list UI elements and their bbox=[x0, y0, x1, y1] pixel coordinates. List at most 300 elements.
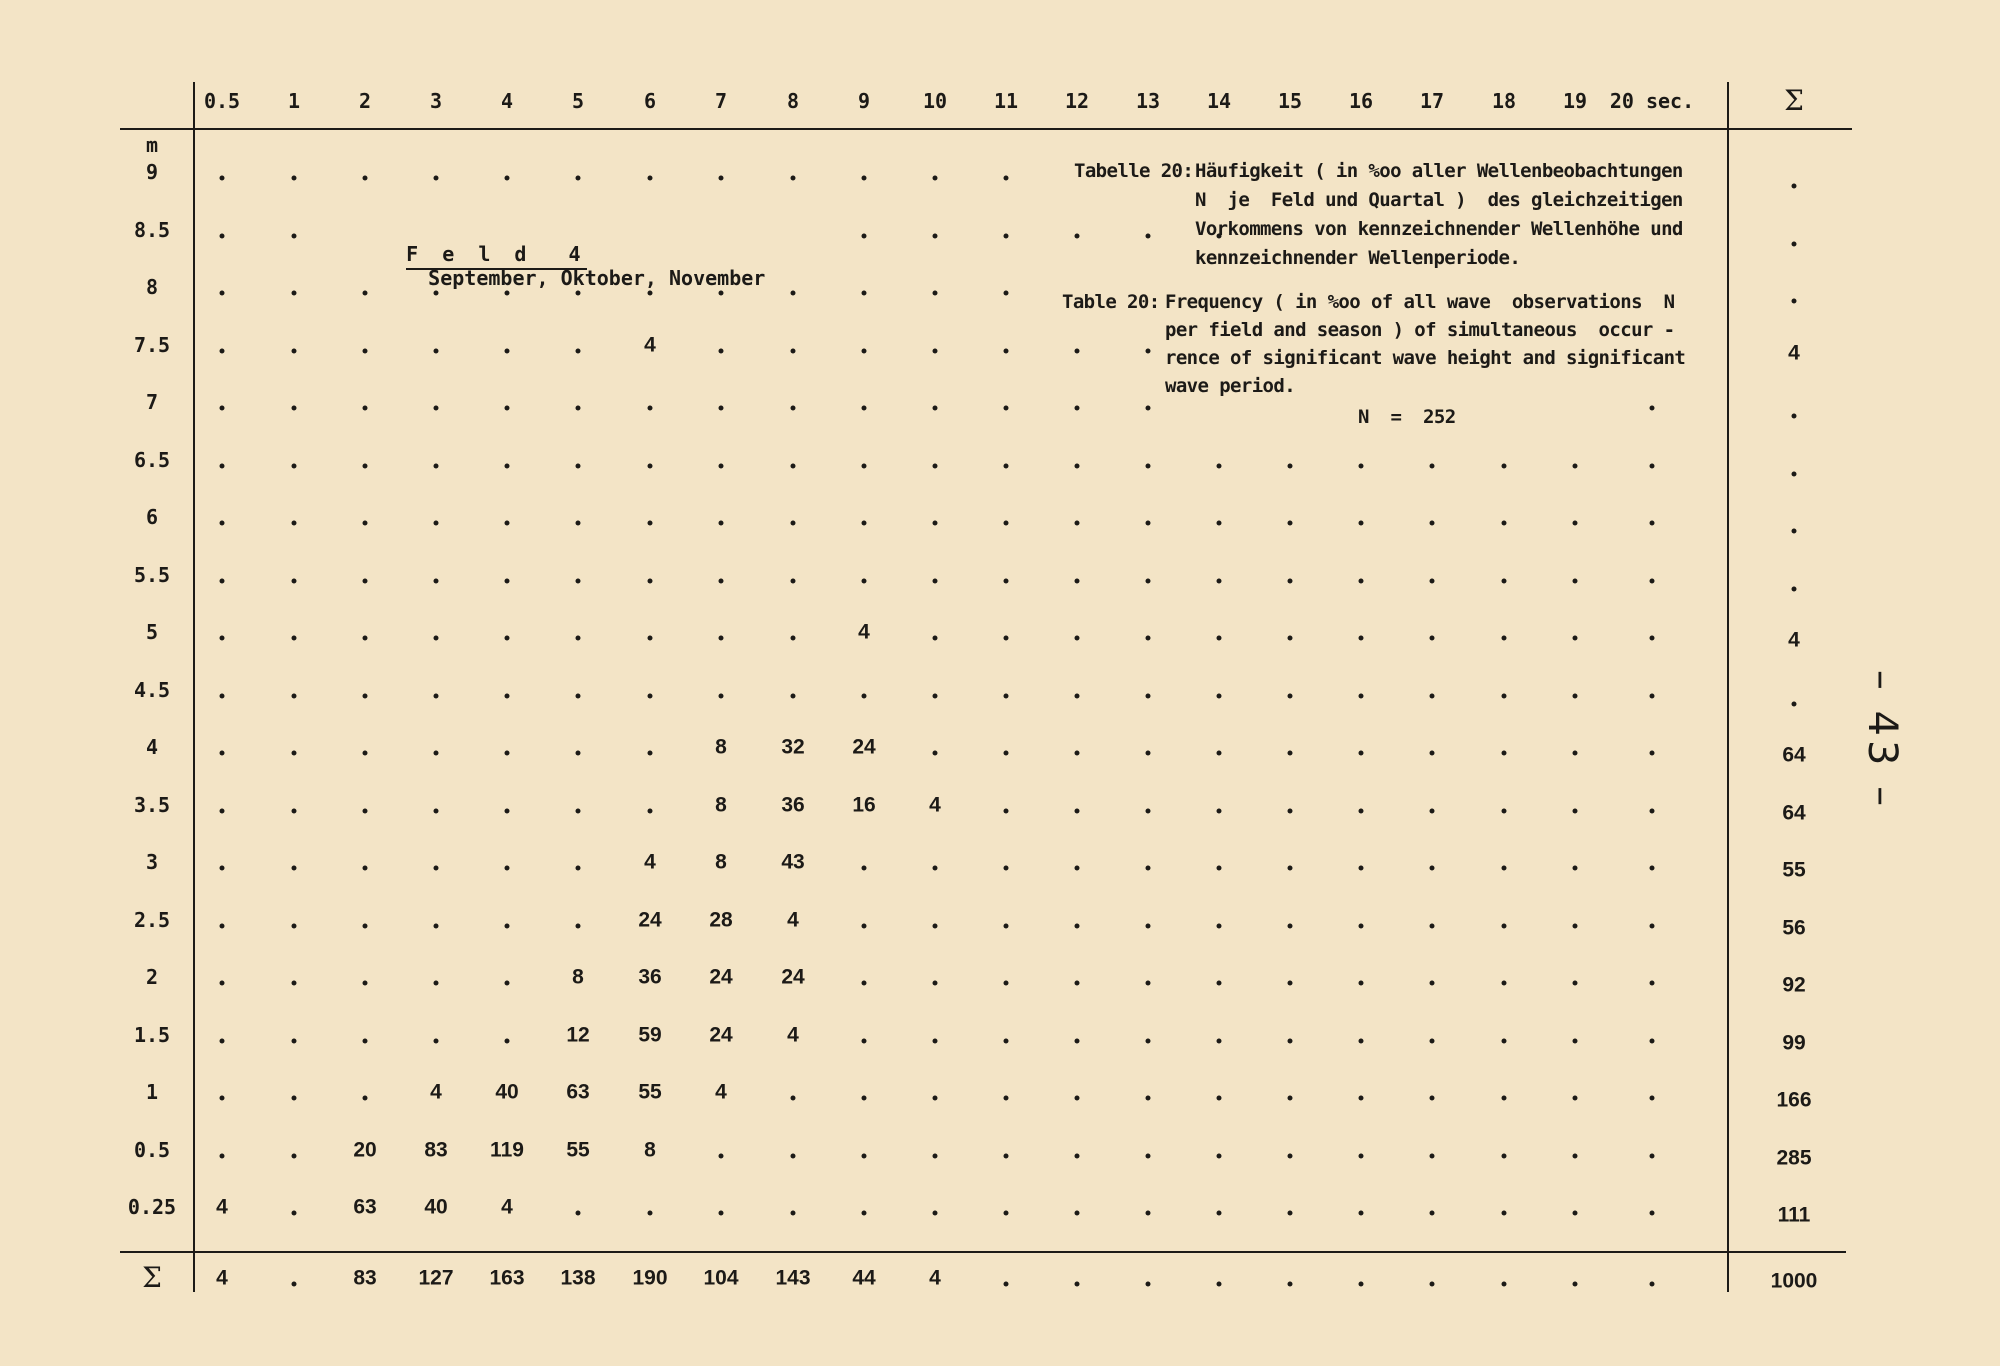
caption-de-label: Tabelle 20: bbox=[1074, 160, 1194, 182]
cell-r10-c0-empty-dot bbox=[220, 751, 225, 756]
cell-r7-c1-empty-dot bbox=[292, 578, 297, 583]
cell-r2-c1-empty-dot bbox=[292, 291, 297, 296]
cell-r13-c9-empty-dot bbox=[862, 923, 867, 928]
cell-r14-c18-empty-dot bbox=[1502, 981, 1507, 986]
cell-r0-c2-empty-dot bbox=[363, 176, 368, 181]
cell-r9-c5-empty-dot bbox=[576, 693, 581, 698]
cell-r7-c13-empty-dot bbox=[1146, 578, 1151, 583]
cell-r9-c14-empty-dot bbox=[1217, 693, 1222, 698]
cell-r0-c4-empty-dot bbox=[505, 176, 510, 181]
total-c2: 83 bbox=[353, 1266, 377, 1290]
cell-r17-c7-empty-dot bbox=[719, 1153, 724, 1158]
height-label-9: 4.5 bbox=[133, 677, 171, 702]
sum-column-rule bbox=[1727, 82, 1729, 1292]
cell-r3-c7-empty-dot bbox=[719, 348, 724, 353]
total-c16-empty-dot bbox=[1359, 1282, 1364, 1287]
cell-r16-c5: 63 bbox=[566, 1080, 590, 1104]
cell-r16-c19-empty-dot bbox=[1573, 1096, 1578, 1101]
cell-r10-c5-empty-dot bbox=[576, 751, 581, 756]
cell-r12-c6: 4 bbox=[644, 850, 656, 874]
cell-r14-c19-empty-dot bbox=[1573, 981, 1578, 986]
cell-r0-c0-empty-dot bbox=[220, 176, 225, 181]
cell-r2-c9-empty-dot bbox=[862, 291, 867, 296]
cell-r4-c6-empty-dot bbox=[648, 406, 653, 411]
cell-r12-c2-empty-dot bbox=[363, 866, 368, 871]
cell-r14-c17-empty-dot bbox=[1430, 981, 1435, 986]
cell-r9-c17-empty-dot bbox=[1430, 693, 1435, 698]
cell-r11-c12-empty-dot bbox=[1075, 808, 1080, 813]
cell-r5-c6-empty-dot bbox=[648, 463, 653, 468]
row-sum-17: 285 bbox=[1776, 1146, 1812, 1169]
cell-r7-c12-empty-dot bbox=[1075, 578, 1080, 583]
cell-r16-c15-empty-dot bbox=[1288, 1096, 1293, 1101]
cell-r14-c0-empty-dot bbox=[220, 981, 225, 986]
cell-r13-c18-empty-dot bbox=[1502, 923, 1507, 928]
total-c19-empty-dot bbox=[1573, 1282, 1578, 1287]
period-header-1: 1 bbox=[287, 89, 301, 113]
cell-r3-c12-empty-dot bbox=[1075, 348, 1080, 353]
cell-r3-c4-empty-dot bbox=[505, 348, 510, 353]
cell-r11-c7: 8 bbox=[715, 793, 727, 816]
cell-r12-c14-empty-dot bbox=[1217, 866, 1222, 871]
cell-r6-c4-empty-dot bbox=[505, 521, 510, 526]
row-sum-3: 4 bbox=[1788, 341, 1800, 364]
cell-r8-c17-empty-dot bbox=[1430, 636, 1435, 641]
cell-r4-c2-empty-dot bbox=[363, 406, 368, 411]
cell-r14-c14-empty-dot bbox=[1217, 981, 1222, 986]
total-c7: 104 bbox=[703, 1266, 739, 1290]
height-label-8: 5 bbox=[145, 620, 159, 644]
cell-r9-c4-empty-dot bbox=[505, 693, 510, 698]
cell-r15-c13-empty-dot bbox=[1146, 1038, 1151, 1043]
row-sum-11: 64 bbox=[1782, 801, 1806, 824]
cell-r6-c6-empty-dot bbox=[648, 521, 653, 526]
cell-r9-c6-empty-dot bbox=[648, 693, 653, 698]
cell-r8-c7-empty-dot bbox=[719, 636, 724, 641]
cell-r13-c5-empty-dot bbox=[576, 923, 581, 928]
cell-r15-c20-empty-dot bbox=[1650, 1038, 1655, 1043]
total-c13-empty-dot bbox=[1146, 1282, 1151, 1287]
feld-title: F e l d 4 bbox=[406, 242, 586, 270]
row-sum-13: 56 bbox=[1782, 916, 1806, 939]
period-header-14: 14 bbox=[1206, 89, 1232, 113]
cell-r9-c11-empty-dot bbox=[1004, 693, 1009, 698]
cell-r8-c3-empty-dot bbox=[434, 636, 439, 641]
cell-r7-c15-empty-dot bbox=[1288, 578, 1293, 583]
page-number: – 43 – bbox=[1859, 669, 1905, 811]
cell-r16-c13-empty-dot bbox=[1146, 1096, 1151, 1101]
cell-r12-c4-empty-dot bbox=[505, 866, 510, 871]
cell-r10-c3-empty-dot bbox=[434, 751, 439, 756]
cell-r15-c15-empty-dot bbox=[1288, 1038, 1293, 1043]
height-unit: m bbox=[145, 133, 159, 157]
cell-r15-c16-empty-dot bbox=[1359, 1038, 1364, 1043]
cell-r11-c2-empty-dot bbox=[363, 808, 368, 813]
row-sum-16: 166 bbox=[1776, 1088, 1812, 1112]
cell-r18-c9-empty-dot bbox=[862, 1211, 867, 1216]
period-header-6: 6 bbox=[643, 89, 657, 113]
cell-r10-c7: 8 bbox=[715, 735, 727, 759]
cell-r16-c4: 40 bbox=[495, 1080, 519, 1104]
cell-r7-c11-empty-dot bbox=[1004, 578, 1009, 583]
row-sum-2-empty-dot bbox=[1792, 299, 1797, 304]
cell-r3-c3-empty-dot bbox=[434, 348, 439, 353]
cell-r6-c18-empty-dot bbox=[1502, 521, 1507, 526]
cell-r9-c12-empty-dot bbox=[1075, 693, 1080, 698]
feld-heading bbox=[358, 218, 765, 314]
height-label-5: 6.5 bbox=[133, 447, 171, 472]
cell-r14-c13-empty-dot bbox=[1146, 981, 1151, 986]
cell-r11-c8: 36 bbox=[781, 793, 805, 816]
cell-r10-c14-empty-dot bbox=[1217, 751, 1222, 756]
cell-r17-c17-empty-dot bbox=[1430, 1153, 1435, 1158]
cell-r7-c10-empty-dot bbox=[933, 578, 938, 583]
cell-r11-c20-empty-dot bbox=[1650, 808, 1655, 813]
cell-r0-c7-empty-dot bbox=[719, 176, 724, 181]
cell-r6-c5-empty-dot bbox=[576, 521, 581, 526]
cell-r4-c7-empty-dot bbox=[719, 406, 724, 411]
cell-r7-c4-empty-dot bbox=[505, 578, 510, 583]
cell-r18-c6-empty-dot bbox=[648, 1211, 653, 1216]
height-label-15: 1.5 bbox=[133, 1022, 171, 1047]
cell-r5-c14-empty-dot bbox=[1217, 463, 1222, 468]
cell-r10-c16-empty-dot bbox=[1359, 751, 1364, 756]
cell-r16-c18-empty-dot bbox=[1502, 1096, 1507, 1101]
row-sum-9-empty-dot bbox=[1792, 701, 1797, 706]
cell-r13-c7: 28 bbox=[709, 908, 733, 931]
cell-r17-c15-empty-dot bbox=[1288, 1153, 1293, 1158]
height-label-14: 2 bbox=[145, 965, 159, 989]
cell-r16-c0-empty-dot bbox=[220, 1096, 225, 1101]
cell-r17-c18-empty-dot bbox=[1502, 1153, 1507, 1158]
left-rule bbox=[193, 82, 195, 1292]
period-header-2: 2 bbox=[358, 89, 372, 113]
cell-r6-c11-empty-dot bbox=[1004, 521, 1009, 526]
caption-de-line-1: Häufigkeit ( in %oo aller Wellenbeobachtungen bbox=[1195, 160, 1683, 182]
cell-r6-c7-empty-dot bbox=[719, 521, 724, 526]
cell-r12-c11-empty-dot bbox=[1004, 866, 1009, 871]
cell-r1-c11-empty-dot bbox=[1004, 233, 1009, 238]
cell-r13-c13-empty-dot bbox=[1146, 923, 1151, 928]
period-header-15: 15 bbox=[1277, 89, 1303, 113]
cell-r14-c11-empty-dot bbox=[1004, 981, 1009, 986]
cell-r11-c9: 16 bbox=[852, 793, 876, 816]
cell-r3-c5-empty-dot bbox=[576, 348, 581, 353]
height-label-10: 4 bbox=[145, 735, 159, 759]
cell-r15-c18-empty-dot bbox=[1502, 1038, 1507, 1043]
cell-r2-c10-empty-dot bbox=[933, 291, 938, 296]
cell-r18-c13-empty-dot bbox=[1146, 1211, 1151, 1216]
cell-r15-c0-empty-dot bbox=[220, 1038, 225, 1043]
cell-r14-c2-empty-dot bbox=[363, 981, 368, 986]
cell-r7-c3-empty-dot bbox=[434, 578, 439, 583]
cell-r18-c5-empty-dot bbox=[576, 1211, 581, 1216]
cell-r8-c9: 4 bbox=[858, 620, 870, 644]
cell-r13-c8: 4 bbox=[787, 908, 799, 931]
cell-r11-c13-empty-dot bbox=[1146, 808, 1151, 813]
height-label-2: 8 bbox=[145, 275, 159, 299]
height-label-1: 8.5 bbox=[133, 217, 171, 242]
cell-r14-c12-empty-dot bbox=[1075, 981, 1080, 986]
total-c20-empty-dot bbox=[1650, 1282, 1655, 1287]
cell-r0-c5-empty-dot bbox=[576, 176, 581, 181]
cell-r9-c8-empty-dot bbox=[791, 693, 796, 698]
cell-r9-c16-empty-dot bbox=[1359, 693, 1364, 698]
cell-r7-c6-empty-dot bbox=[648, 578, 653, 583]
total-c5: 138 bbox=[560, 1266, 596, 1290]
period-header-9: 9 bbox=[857, 89, 871, 113]
cell-r18-c4: 4 bbox=[501, 1195, 513, 1219]
caption-en-line-1: Frequency ( in %oo of all wave observations N bbox=[1165, 291, 1675, 313]
cell-r5-c17-empty-dot bbox=[1430, 463, 1435, 468]
cell-r8-c8-empty-dot bbox=[791, 636, 796, 641]
cell-r1-c9-empty-dot bbox=[862, 233, 867, 238]
cell-r16-c11-empty-dot bbox=[1004, 1096, 1009, 1101]
cell-r10-c17-empty-dot bbox=[1430, 751, 1435, 756]
cell-r9-c15-empty-dot bbox=[1288, 693, 1293, 698]
cell-r3-c13-empty-dot bbox=[1146, 348, 1151, 353]
period-header-5: 5 bbox=[571, 89, 585, 113]
cell-r4-c4-empty-dot bbox=[505, 406, 510, 411]
cell-r15-c2-empty-dot bbox=[363, 1038, 368, 1043]
cell-r16-c20-empty-dot bbox=[1650, 1096, 1655, 1101]
cell-r18-c7-empty-dot bbox=[719, 1211, 724, 1216]
total-c11-empty-dot bbox=[1004, 1282, 1009, 1287]
height-label-18: 0.25 bbox=[127, 1195, 177, 1219]
cell-r5-c20-empty-dot bbox=[1650, 463, 1655, 468]
cell-r17-c4: 119 bbox=[490, 1138, 524, 1161]
cell-r12-c0-empty-dot bbox=[220, 866, 225, 871]
cell-r5-c2-empty-dot bbox=[363, 463, 368, 468]
totals-label: Σ bbox=[142, 1261, 162, 1294]
cell-r12-c16-empty-dot bbox=[1359, 866, 1364, 871]
cell-r10-c6-empty-dot bbox=[648, 751, 653, 756]
cell-r16-c12-empty-dot bbox=[1075, 1096, 1080, 1101]
cell-r14-c10-empty-dot bbox=[933, 981, 938, 986]
cell-r13-c19-empty-dot bbox=[1573, 923, 1578, 928]
cell-r9-c13-empty-dot bbox=[1146, 693, 1151, 698]
cell-r13-c17-empty-dot bbox=[1430, 923, 1435, 928]
cell-r6-c10-empty-dot bbox=[933, 521, 938, 526]
cell-r7-c20-empty-dot bbox=[1650, 578, 1655, 583]
feld-season: September, Oktober, November bbox=[428, 266, 766, 290]
caption-de-line-3: Vorkommens von kennzeichnender Wellenhöhe und bbox=[1195, 218, 1683, 240]
cell-r12-c15-empty-dot bbox=[1288, 866, 1293, 871]
cell-r5-c4-empty-dot bbox=[505, 463, 510, 468]
cell-r12-c18-empty-dot bbox=[1502, 866, 1507, 871]
cell-r7-c16-empty-dot bbox=[1359, 578, 1364, 583]
cell-r17-c8-empty-dot bbox=[791, 1153, 796, 1158]
total-c0: 4 bbox=[216, 1266, 228, 1290]
cell-r6-c19-empty-dot bbox=[1573, 521, 1578, 526]
cell-r17-c16-empty-dot bbox=[1359, 1153, 1364, 1158]
total-c14-empty-dot bbox=[1217, 1282, 1222, 1287]
cell-r9-c10-empty-dot bbox=[933, 693, 938, 698]
caption-n-value: N = 252 bbox=[1358, 406, 1456, 428]
cell-r4-c5-empty-dot bbox=[576, 406, 581, 411]
cell-r8-c16-empty-dot bbox=[1359, 636, 1364, 641]
cell-r5-c0-empty-dot bbox=[220, 463, 225, 468]
cell-r14-c9-empty-dot bbox=[862, 981, 867, 986]
cell-r15-c19-empty-dot bbox=[1573, 1038, 1578, 1043]
cell-r2-c0-empty-dot bbox=[220, 291, 225, 296]
cell-r17-c12-empty-dot bbox=[1075, 1153, 1080, 1158]
cell-r13-c16-empty-dot bbox=[1359, 923, 1364, 928]
cell-r8-c15-empty-dot bbox=[1288, 636, 1293, 641]
cell-r10-c8: 32 bbox=[781, 735, 805, 759]
cell-r3-c2-empty-dot bbox=[363, 348, 368, 353]
cell-r17-c20-empty-dot bbox=[1650, 1153, 1655, 1158]
cell-r6-c16-empty-dot bbox=[1359, 521, 1364, 526]
cell-r8-c0-empty-dot bbox=[220, 636, 225, 641]
cell-r17-c11-empty-dot bbox=[1004, 1153, 1009, 1158]
cell-r12-c10-empty-dot bbox=[933, 866, 938, 871]
cell-r15-c11-empty-dot bbox=[1004, 1038, 1009, 1043]
cell-r18-c12-empty-dot bbox=[1075, 1211, 1080, 1216]
cell-r0-c11-empty-dot bbox=[1004, 176, 1009, 181]
cell-r17-c13-empty-dot bbox=[1146, 1153, 1151, 1158]
period-header-19: 19 bbox=[1562, 89, 1588, 113]
period-header-0: 0.5 bbox=[203, 89, 241, 113]
period-header-8: 8 bbox=[786, 89, 800, 113]
cell-r5-c5-empty-dot bbox=[576, 463, 581, 468]
cell-r3-c0-empty-dot bbox=[220, 348, 225, 353]
cell-r11-c4-empty-dot bbox=[505, 808, 510, 813]
total-c12-empty-dot bbox=[1075, 1282, 1080, 1287]
cell-r5-c8-empty-dot bbox=[791, 463, 796, 468]
cell-r11-c3-empty-dot bbox=[434, 808, 439, 813]
cell-r11-c14-empty-dot bbox=[1217, 808, 1222, 813]
cell-r18-c18-empty-dot bbox=[1502, 1211, 1507, 1216]
period-header-13: 13 bbox=[1135, 89, 1161, 113]
cell-r1-c12-empty-dot bbox=[1075, 233, 1080, 238]
total-c1-empty-dot bbox=[292, 1282, 297, 1287]
cell-r18-c10-empty-dot bbox=[933, 1211, 938, 1216]
cell-r8-c13-empty-dot bbox=[1146, 636, 1151, 641]
cell-r13-c0-empty-dot bbox=[220, 923, 225, 928]
height-label-6: 6 bbox=[145, 505, 159, 529]
cell-r13-c6: 24 bbox=[638, 908, 662, 931]
cell-r9-c7-empty-dot bbox=[719, 693, 724, 698]
cell-r17-c10-empty-dot bbox=[933, 1153, 938, 1158]
caption-en-label: Table 20: bbox=[1062, 291, 1160, 313]
cell-r13-c4-empty-dot bbox=[505, 923, 510, 928]
cell-r5-c1-empty-dot bbox=[292, 463, 297, 468]
cell-r17-c3: 83 bbox=[424, 1138, 448, 1161]
cell-r14-c7: 24 bbox=[709, 965, 733, 989]
cell-r6-c14-empty-dot bbox=[1217, 521, 1222, 526]
cell-r3-c9-empty-dot bbox=[862, 348, 867, 353]
cell-r8-c4-empty-dot bbox=[505, 636, 510, 641]
cell-r6-c17-empty-dot bbox=[1430, 521, 1435, 526]
cell-r18-c1-empty-dot bbox=[292, 1211, 297, 1216]
cell-r12-c20-empty-dot bbox=[1650, 866, 1655, 871]
period-header-11: 11 bbox=[993, 89, 1019, 113]
height-label-3: 7.5 bbox=[133, 332, 171, 357]
cell-r10-c12-empty-dot bbox=[1075, 751, 1080, 756]
caption-en-line-3: rence of significant wave height and significant bbox=[1165, 347, 1686, 369]
cell-r5-c9-empty-dot bbox=[862, 463, 867, 468]
cell-r1-c0-empty-dot bbox=[220, 233, 225, 238]
cell-r7-c9-empty-dot bbox=[862, 578, 867, 583]
total-c17-empty-dot bbox=[1430, 1282, 1435, 1287]
cell-r8-c6-empty-dot bbox=[648, 636, 653, 641]
cell-r16-c7: 4 bbox=[715, 1080, 727, 1104]
cell-r16-c14-empty-dot bbox=[1217, 1096, 1222, 1101]
total-c6: 190 bbox=[632, 1266, 668, 1290]
total-c10: 4 bbox=[929, 1266, 941, 1290]
cell-r18-c16-empty-dot bbox=[1359, 1211, 1364, 1216]
row-sum-4-empty-dot bbox=[1792, 414, 1797, 419]
cell-r5-c16-empty-dot bbox=[1359, 463, 1364, 468]
row-sum-0-empty-dot bbox=[1792, 184, 1797, 189]
cell-r7-c2-empty-dot bbox=[363, 578, 368, 583]
cell-r13-c2-empty-dot bbox=[363, 923, 368, 928]
cell-r17-c6: 8 bbox=[644, 1138, 656, 1161]
cell-r10-c11-empty-dot bbox=[1004, 751, 1009, 756]
cell-r12-c12-empty-dot bbox=[1075, 866, 1080, 871]
cell-r10-c9: 24 bbox=[852, 735, 876, 759]
cell-r12-c8: 43 bbox=[781, 850, 805, 874]
cell-r18-c8-empty-dot bbox=[791, 1211, 796, 1216]
total-c3: 127 bbox=[418, 1266, 454, 1290]
cell-r5-c12-empty-dot bbox=[1075, 463, 1080, 468]
cell-r17-c1-empty-dot bbox=[292, 1153, 297, 1158]
cell-r8-c11-empty-dot bbox=[1004, 636, 1009, 641]
cell-r8-c19-empty-dot bbox=[1573, 636, 1578, 641]
cell-r2-c11-empty-dot bbox=[1004, 291, 1009, 296]
cell-r8-c12-empty-dot bbox=[1075, 636, 1080, 641]
row-sum-8: 4 bbox=[1788, 628, 1800, 652]
cell-r13-c10-empty-dot bbox=[933, 923, 938, 928]
cell-r16-c10-empty-dot bbox=[933, 1096, 938, 1101]
cell-r13-c11-empty-dot bbox=[1004, 923, 1009, 928]
cell-r9-c1-empty-dot bbox=[292, 693, 297, 698]
cell-r5-c11-empty-dot bbox=[1004, 463, 1009, 468]
cell-r1-c10-empty-dot bbox=[933, 233, 938, 238]
height-label-17: 0.5 bbox=[133, 1137, 171, 1162]
cell-r6-c12-empty-dot bbox=[1075, 521, 1080, 526]
cell-r6-c8-empty-dot bbox=[791, 521, 796, 526]
cell-r14-c8: 24 bbox=[781, 965, 805, 989]
row-sum-6-empty-dot bbox=[1792, 529, 1797, 534]
cell-r17-c2: 20 bbox=[353, 1138, 377, 1161]
height-label-11: 3.5 bbox=[133, 792, 171, 817]
row-sum-12: 55 bbox=[1782, 858, 1806, 882]
cell-r0-c1-empty-dot bbox=[292, 176, 297, 181]
height-label-13: 2.5 bbox=[133, 907, 171, 932]
cell-r16-c9-empty-dot bbox=[862, 1096, 867, 1101]
cell-r15-c8: 4 bbox=[787, 1023, 799, 1046]
cell-r9-c3-empty-dot bbox=[434, 693, 439, 698]
total-c18-empty-dot bbox=[1502, 1282, 1507, 1287]
cell-r4-c8-empty-dot bbox=[791, 406, 796, 411]
cell-r15-c4-empty-dot bbox=[505, 1038, 510, 1043]
height-label-4: 7 bbox=[145, 390, 159, 414]
period-header-17: 17 bbox=[1419, 89, 1445, 113]
cell-r12-c3-empty-dot bbox=[434, 866, 439, 871]
cell-r12-c13-empty-dot bbox=[1146, 866, 1151, 871]
cell-r6-c9-empty-dot bbox=[862, 521, 867, 526]
cell-r11-c16-empty-dot bbox=[1359, 808, 1364, 813]
caption-de-line-2: N je Feld und Quartal ) des gleichzeitigen bbox=[1195, 189, 1683, 211]
cell-r16-c8-empty-dot bbox=[791, 1096, 796, 1101]
height-label-12: 3 bbox=[145, 850, 159, 874]
cell-r11-c19-empty-dot bbox=[1573, 808, 1578, 813]
cell-r3-c8-empty-dot bbox=[791, 348, 796, 353]
total-c15-empty-dot bbox=[1288, 1282, 1293, 1287]
cell-r0-c8-empty-dot bbox=[791, 176, 796, 181]
